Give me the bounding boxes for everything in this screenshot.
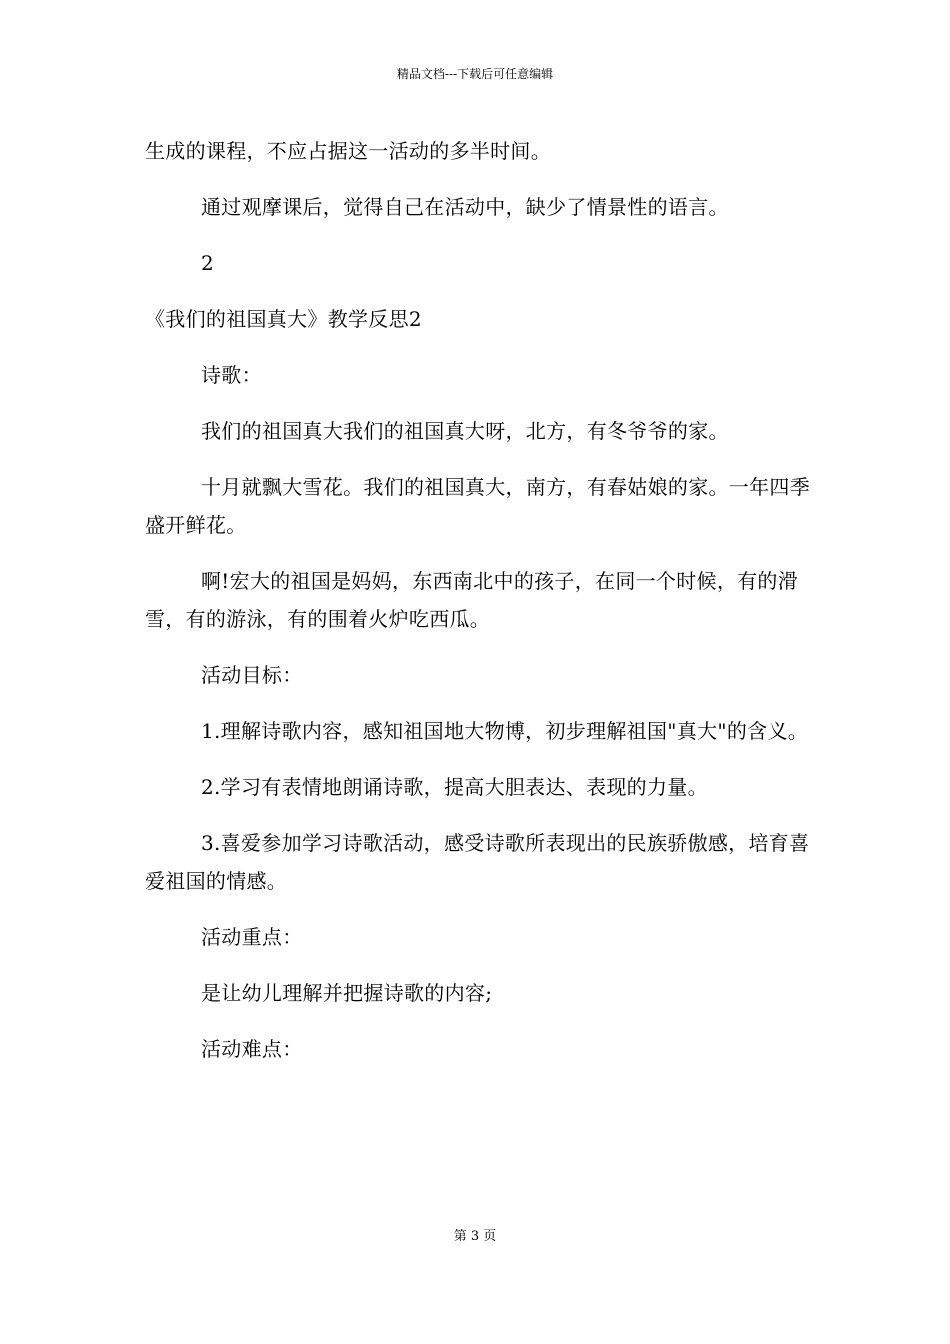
paragraph: 通过观摩课后，觉得自己在活动中，缺少了情景性的语言。: [201, 195, 729, 219]
subheading: 活动重点：: [201, 925, 303, 949]
list-item: 1.理解诗歌内容，感知祖国地大物博，初步理解祖国"真大"的含义。: [201, 719, 809, 743]
page-header: 精品文档---下载后可任意编辑: [396, 67, 554, 81]
subheading: 活动难点：: [201, 1037, 303, 1061]
paragraph: 是让幼儿理解并把握诗歌的内容;: [201, 981, 493, 1005]
section-title: 《我们的祖国真大》教学反思2: [145, 307, 422, 331]
document-body: [145, 132, 810, 1086]
paragraph: 生成的课程，不应占据这一活动的多半时间。: [145, 139, 551, 163]
subheading: 活动目标：: [201, 663, 303, 687]
list-item: 3.喜爱参加学习诗歌活动，感受诗歌所表现出的民族骄傲感，培育喜爱祖国的情感。: [145, 831, 810, 893]
paragraph: 诗歌：: [201, 363, 262, 387]
list-item: 2.学习有表情地朗诵诗歌，提高大胆表达、表现的力量。: [201, 775, 708, 799]
poem-line: 啊!宏大的祖国是妈妈，东西南北中的孩子，在同一个时候，有的滑雪，有的游泳，有的围着火炉吃西瓜。: [145, 569, 799, 631]
page-footer: 第 3 页: [453, 1229, 497, 1244]
section-number: 2: [201, 251, 215, 275]
poem-line: 十月就飘大雪花。我们的祖国真大，南方，有春姑娘的家。一年四季盛开鲜花。: [145, 475, 810, 537]
poem-line: 我们的祖国真大我们的祖国真大呀，北方，有冬爷爷的家。: [201, 419, 729, 443]
